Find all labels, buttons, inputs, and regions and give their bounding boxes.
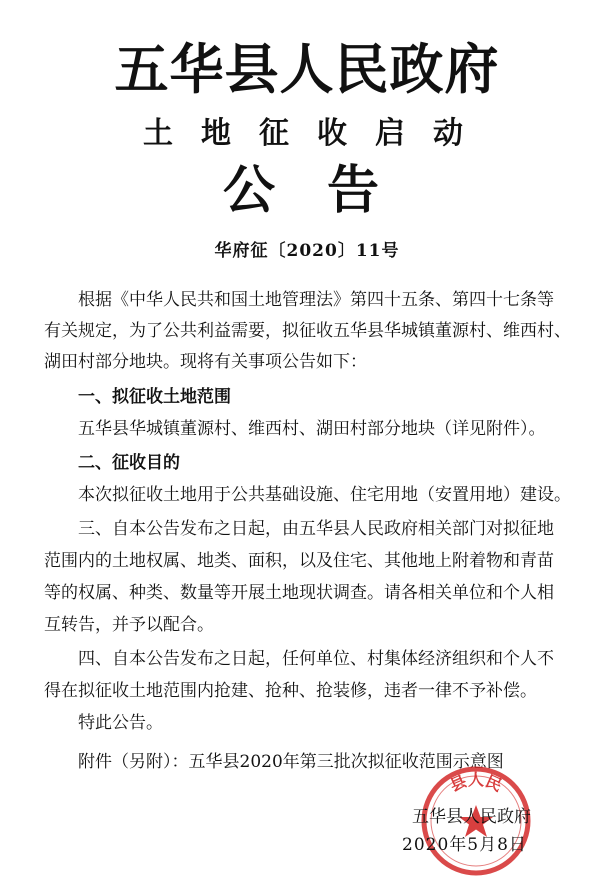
section-3-line-1: 三、自本公告发布之日起，由五华县人民政府相关部门对拟征地 (78, 519, 554, 539)
closing-text: 特此公告。 (78, 713, 163, 733)
seal-text: 县人民 (447, 770, 505, 796)
section-3-line-4: 互转告，并予以配合。 (44, 615, 214, 635)
section-3-line-3: 等的权属、种类、数量等开展土地现状调查。请各相关单位和个人相 (44, 583, 554, 603)
notice-title: 公告 (222, 161, 431, 221)
document-number: 华府征〔2020〕11号 (214, 241, 400, 261)
government-name-title: 五华县人民政府 (114, 38, 500, 101)
section-2-heading: 二、征收目的 (78, 453, 180, 473)
section-2-text: 本次拟征收土地用于公共基础设施、住宅用地（安置用地）建设。 (78, 485, 571, 505)
notice-subtitle: 土地征收启动 (143, 116, 491, 151)
intro-line-1: 根据《中华人民共和国土地管理法》第四十五条、第四十七条等 (78, 290, 554, 310)
signing-date: 2020年5月8日 (402, 835, 527, 855)
section-1-heading: 一、拟征收土地范围 (78, 387, 231, 407)
section-4-line-1: 四、自本公告发布之日起，任何单位、村集体经济组织和个人不 (78, 649, 554, 669)
section-3-line-2: 范围内的土地权属、地类、面积，以及住宅、其他地上附着物和青苗 (44, 551, 554, 571)
section-4-line-2: 得在拟征收土地范围内抢建、抢种、抢装修，违者一律不予补偿。 (44, 681, 537, 701)
intro-line-2: 有关规定，为了公共利益需要，拟征收五华县华城镇董源村、维西村、 (44, 321, 571, 341)
signer-name: 五华县人民政府 (412, 807, 531, 827)
intro-line-3: 湖田村部分地块。现将有关事项公告如下： (44, 352, 367, 372)
section-1-text: 五华县华城镇董源村、维西村、湖田村部分地块（详见附件）。 (78, 419, 546, 439)
attachment-note: 附件（另附）：五华县2020年第三批次拟征收范围示意图 (78, 752, 504, 772)
